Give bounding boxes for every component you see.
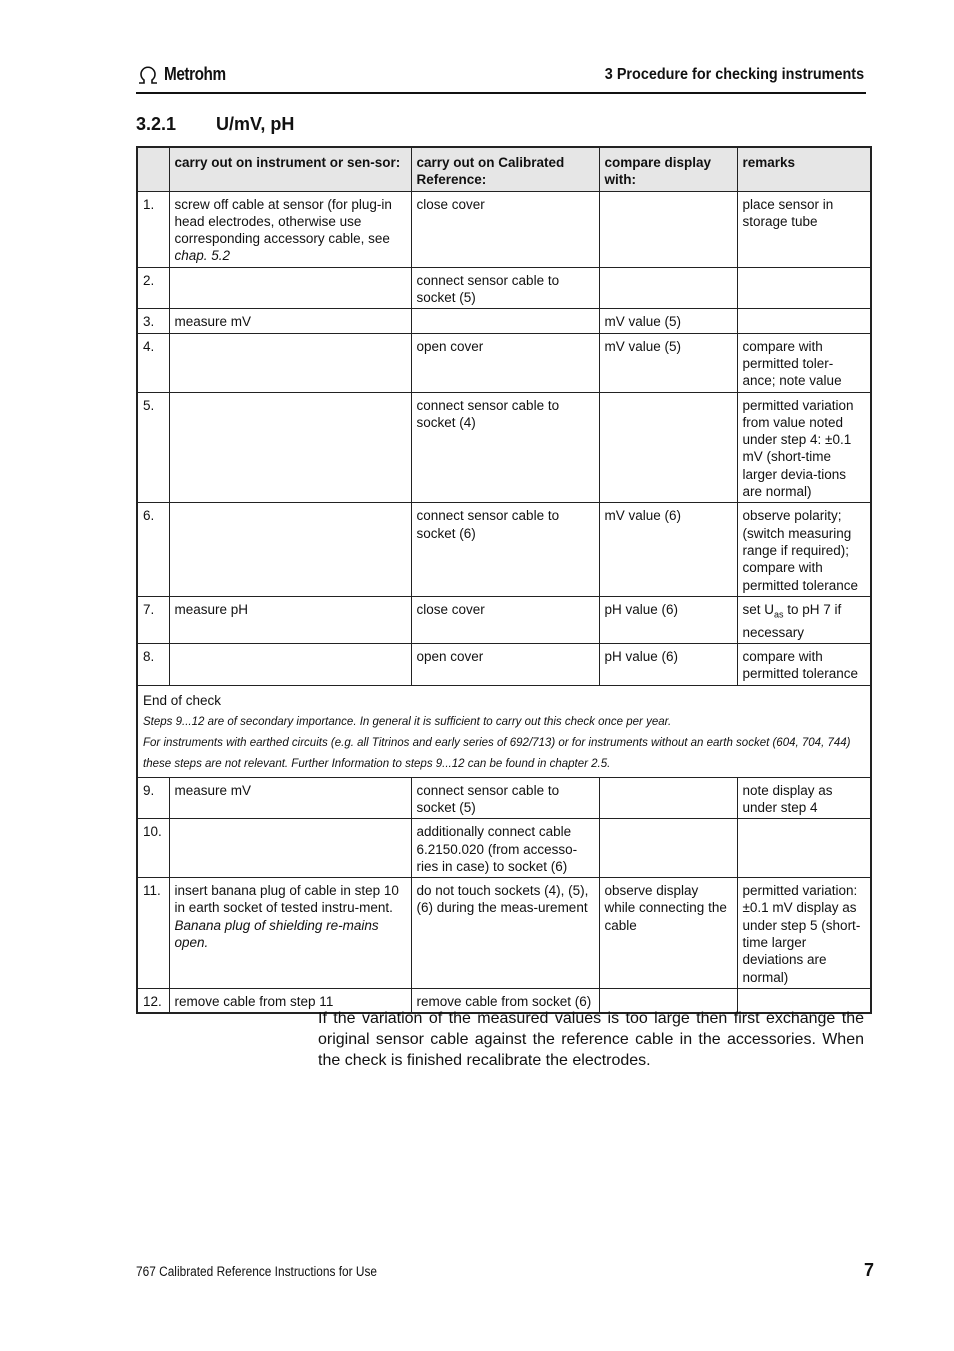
- remarks: set $U_{as}$ to pH 7 if necessary: [737, 596, 871, 643]
- reference-action: open cover: [411, 333, 599, 392]
- step-number: 2.: [137, 267, 169, 309]
- instrument-action: remove cable from step 11: [169, 988, 411, 1013]
- table-header-row: [137, 147, 871, 191]
- display-compare: pH value (6): [599, 644, 737, 686]
- instrument-action: [169, 819, 411, 878]
- table-row: [137, 267, 871, 309]
- reference-action: close cover: [411, 191, 599, 267]
- end-of-check-label: End of check: [143, 692, 222, 708]
- step-number: 4.: [137, 333, 169, 392]
- remarks: [737, 309, 871, 333]
- instrument-action: [169, 503, 411, 596]
- reference-action: remove cable from socket (6): [411, 988, 599, 1013]
- instrument-action: [169, 333, 411, 392]
- step-number: 3.: [137, 309, 169, 333]
- table-row: [137, 392, 871, 503]
- remarks: observe polarity; (switch measuring range if required); compare with permitted tolerance: [737, 503, 871, 596]
- reference-action: connect sensor cable to socket (5): [411, 777, 599, 819]
- remarks: permitted variation: ±0.1 mV display as under step 5 (short-time larger deviations are normal): [737, 878, 871, 989]
- page-header: [136, 62, 866, 94]
- reference-action: open cover: [411, 644, 599, 686]
- table-row: [137, 777, 871, 819]
- table-row: [137, 333, 871, 392]
- header-remarks: remarks: [737, 147, 871, 191]
- check-procedure-table: [136, 146, 872, 1014]
- instrument-action: insert banana plug of cable in step 10 in earth socket of tested instru-ment. Banana plug of shielding re-mains open.: [169, 878, 411, 989]
- reference-action: additionally connect cable 6.2150.020 (from accesso-ries in case) to socket (6): [411, 819, 599, 878]
- instrument-action: measure mV: [169, 777, 411, 819]
- remarks: [737, 819, 871, 878]
- table-row: [137, 878, 871, 989]
- display-compare: mV value (5): [599, 309, 737, 333]
- remarks: place sensor in storage tube: [737, 191, 871, 267]
- reference-action: connect sensor cable to socket (5): [411, 267, 599, 309]
- reference-action: connect sensor cable to socket (6): [411, 503, 599, 596]
- table-row: [137, 191, 871, 267]
- note-row: [137, 685, 871, 777]
- step-number: 11.: [137, 878, 169, 989]
- reference-action: close cover: [411, 596, 599, 643]
- remarks: [737, 267, 871, 309]
- step-number: 9.: [137, 777, 169, 819]
- remarks: compare with permitted toler-ance; note value: [737, 333, 871, 392]
- section-number: 3.2.1: [136, 114, 177, 134]
- display-compare: [599, 392, 737, 503]
- header-reference: carry out on Calibrated Reference:: [411, 147, 599, 191]
- section-title: U/mV, pH: [216, 114, 295, 134]
- recommendation-paragraph: If the variation of the measured values is too large then first exchange the original sensor cable against the reference cable in the accessories. When the check is finished recalibrate the electrodes.: [318, 1010, 864, 1069]
- remarks: permitted variation from value noted under step 4: ±0.1 mV (short-time larger devia-tions are normal): [737, 392, 871, 503]
- header-display: compare display with:: [599, 147, 737, 191]
- display-compare: mV value (5): [599, 333, 737, 392]
- display-compare: pH value (6): [599, 596, 737, 643]
- footer-document-title: 767 Calibrated Reference Instructions for Use: [136, 1264, 378, 1279]
- table-row: [137, 819, 871, 878]
- header-step: [137, 147, 169, 191]
- table-row: [137, 503, 871, 596]
- instrument-action: measure mV: [169, 309, 411, 333]
- chapter-title: 3 Procedure for checking instruments: [604, 66, 864, 83]
- remarks: compare with permitted tolerance: [737, 644, 871, 686]
- display-compare: mV value (6): [599, 503, 737, 596]
- instrument-action: [169, 267, 411, 309]
- step-number: 8.: [137, 644, 169, 686]
- omega-logo-icon: [136, 65, 160, 85]
- end-of-check-note: [137, 685, 871, 777]
- reference-action: [411, 309, 599, 333]
- instrument-action: measure pH: [169, 596, 411, 643]
- display-compare: observe display while connecting the cable: [599, 878, 737, 989]
- display-compare: [599, 267, 737, 309]
- instrument-action: screw off cable at sensor (for plug-in head electrodes, otherwise use corresponding accessory cable, see chap. 5.2: [169, 191, 411, 267]
- table-row: [137, 309, 871, 333]
- display-compare: [599, 191, 737, 267]
- remarks: note display as under step 4: [737, 777, 871, 819]
- reference-action: do not touch sockets (4), (5), (6) during the meas-urement: [411, 878, 599, 989]
- step-number: 7.: [137, 596, 169, 643]
- display-compare: [599, 777, 737, 819]
- step-number: 1.: [137, 191, 169, 267]
- section-heading: [136, 114, 294, 135]
- brand-logo: [136, 64, 237, 85]
- brand-name: Metrohm: [164, 64, 226, 84]
- header-instrument: carry out on instrument or sen-sor:: [169, 147, 411, 191]
- table-row: [137, 644, 871, 686]
- step-number: 5.: [137, 392, 169, 503]
- step-number: 10.: [137, 819, 169, 878]
- step-number: 12.: [137, 988, 169, 1013]
- display-compare: [599, 819, 737, 878]
- instrument-action: [169, 392, 411, 503]
- note-secondary-importance: Steps 9...12 are of secondary importance. In general it is sufficient to carry out this check once per year.: [143, 715, 672, 728]
- step-number: 6.: [137, 503, 169, 596]
- instrument-action: [169, 644, 411, 686]
- table-row: [137, 596, 871, 643]
- note-earthed-instruments: For instruments with earthed circuits (e.g. all Titrinos and early series of 692/713) or for instruments without an earth socket (604, 704, 744) these steps are not relevant. Further Information to steps 9...12 can be found in chapter 2.5.: [143, 736, 851, 770]
- page-number: 7: [863, 1260, 874, 1280]
- reference-action: connect sensor cable to socket (4): [411, 392, 599, 503]
